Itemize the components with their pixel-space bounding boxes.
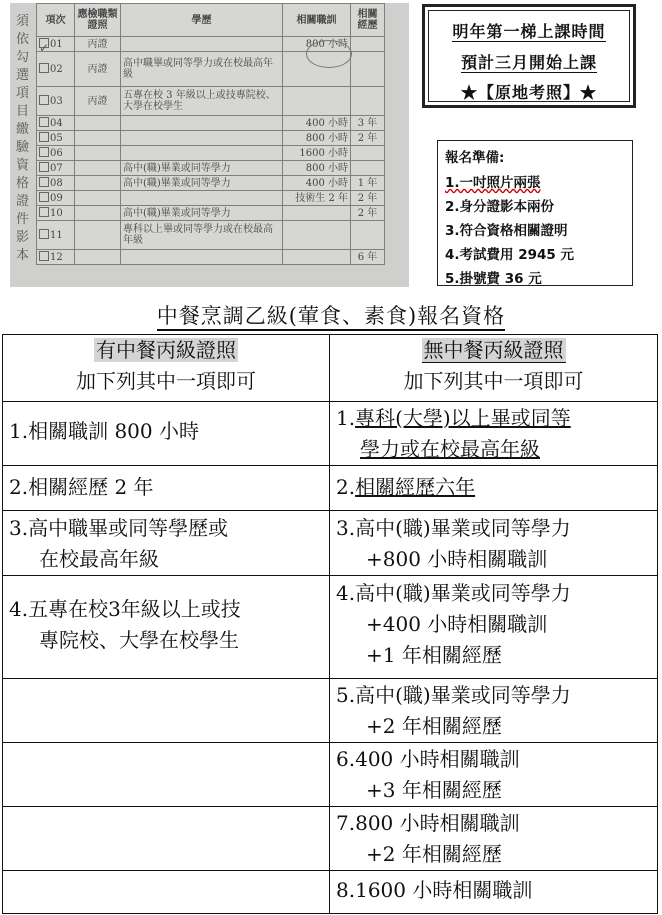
checkbox-icon xyxy=(39,63,49,73)
form-cell-cert xyxy=(75,221,121,250)
form-cell-edu: 五專在校 3 年級以上或技專院校、大學在校學生 xyxy=(121,87,283,116)
form-cell-cert xyxy=(75,176,121,191)
without-cert-item xyxy=(330,576,658,679)
prep-item: 5.掛號費 36 元 xyxy=(445,271,542,287)
form-cell-exp xyxy=(351,52,385,87)
checkbox-icon xyxy=(39,229,49,239)
form-cell-edu xyxy=(121,37,283,52)
with-cert-subheading: 加下列其中一項即可 xyxy=(76,369,256,393)
form-cell-train: 400 小時 xyxy=(283,116,351,131)
form-row-no: 01 xyxy=(50,39,63,50)
form-cell-train: 400 小時 xyxy=(283,176,351,191)
form-header-edu: 學歷 xyxy=(121,4,283,37)
without-cert-subheading: 加下列其中一項即可 xyxy=(403,369,584,393)
form-cell-edu xyxy=(121,116,283,131)
with-cert-item-body xyxy=(3,576,329,656)
without-cert-item-body xyxy=(330,402,657,465)
checkbox-icon xyxy=(39,162,49,172)
checkbox-icon xyxy=(39,132,49,142)
form-header-train: 相關職訓 xyxy=(283,4,351,37)
without-cert-item xyxy=(330,679,658,743)
eligibility-header-row xyxy=(3,335,658,402)
form-header-cert: 應檢職類證照 xyxy=(75,4,121,37)
item-number: 8. xyxy=(336,878,356,902)
side-char: 影 xyxy=(16,230,30,245)
eligibility-row xyxy=(3,576,658,679)
form-cell-cert xyxy=(75,146,121,161)
item-line-1: 4.五專在校3年級以上或技 xyxy=(9,597,241,621)
form-cell-exp: 2 年 xyxy=(351,206,385,221)
item-line-2: +3 年相關經歷 xyxy=(366,778,502,802)
with-cert-item xyxy=(3,402,330,466)
form-cell-train xyxy=(283,206,351,221)
form-cell-exp: 1 年 xyxy=(351,176,385,191)
with-cert-empty xyxy=(3,679,330,743)
without-cert-item xyxy=(330,466,658,511)
with-cert-heading: 有中餐丙級證照 xyxy=(96,338,236,362)
prep-title: 報名準備: xyxy=(445,150,505,166)
form-cell-no xyxy=(37,176,75,191)
without-cert-heading: 無中餐丙級證照 xyxy=(423,338,564,362)
form-row xyxy=(37,146,385,161)
prep-item: 4.考試費用 2945 元 xyxy=(445,247,574,263)
item-number: 4. xyxy=(336,581,356,605)
form-header-row xyxy=(37,4,385,37)
form-row-no: 07 xyxy=(50,163,63,174)
eligibility-row xyxy=(3,511,658,576)
eligibility-row xyxy=(3,679,658,743)
form-cell-edu xyxy=(121,191,283,206)
item-line-2: +800 小時相關職訓 xyxy=(366,547,548,571)
form-row xyxy=(37,206,385,221)
eligibility-row xyxy=(3,871,658,914)
form-cell-no xyxy=(37,131,75,146)
eligibility-row xyxy=(3,743,658,807)
form-cell-train: 800 小時 xyxy=(283,161,351,176)
form-cell-edu: 專科以上畢或同等學力或在校最高年級 xyxy=(121,221,283,250)
form-row-no: 12 xyxy=(50,252,63,263)
without-cert-item xyxy=(330,743,658,807)
form-row-no: 05 xyxy=(50,133,63,144)
form-cell-cert xyxy=(75,161,121,176)
form-cell-exp: 2 年 xyxy=(351,131,385,146)
form-cell-no xyxy=(37,146,75,161)
without-cert-item xyxy=(330,807,658,871)
notice-line-3: ★【原地考照】★ xyxy=(460,83,597,102)
with-cert-empty xyxy=(3,743,330,807)
form-cell-cert xyxy=(75,250,121,265)
form-row xyxy=(37,221,385,250)
side-char: 須 xyxy=(16,14,30,29)
with-cert-item xyxy=(3,511,330,576)
item-line-1: 400 小時相關職訓 xyxy=(355,747,520,771)
side-char: 勾 xyxy=(16,50,30,65)
prep-item: 1.一吋照片兩張 xyxy=(445,175,541,191)
form-cell-train xyxy=(283,221,351,250)
item-line-1: 3.高中職畢或同等學歷或 xyxy=(9,516,229,540)
without-cert-item-body xyxy=(330,679,657,742)
with-cert-header xyxy=(3,335,330,402)
prep-item: 3.符合資格相關證明 xyxy=(445,223,568,239)
with-cert-item xyxy=(3,466,330,511)
form-side-label xyxy=(10,3,35,287)
checkbox-icon xyxy=(39,251,49,261)
eligibility-row xyxy=(3,466,658,511)
form-row-no: 11 xyxy=(50,230,63,241)
form-row xyxy=(37,161,385,176)
class-notice-box xyxy=(422,4,636,108)
form-row-no: 08 xyxy=(50,178,63,189)
item-line-1: 相關經歷六年 xyxy=(355,475,476,499)
form-cell-cert: 丙證 xyxy=(75,37,121,52)
prep-item: 2.身分證影本兩份 xyxy=(445,199,555,215)
item-number: 6. xyxy=(336,747,356,771)
eligibility-row xyxy=(3,402,658,466)
side-char: 件 xyxy=(16,212,30,227)
form-cell-cert xyxy=(75,206,121,221)
item-line-1: 1600 小時相關職訓 xyxy=(355,878,533,902)
with-cert-empty xyxy=(3,871,330,914)
form-cell-exp: 6 年 xyxy=(351,250,385,265)
checkbox-icon xyxy=(39,95,49,105)
side-char: 本 xyxy=(16,248,30,263)
eligibility-table xyxy=(2,334,658,914)
without-cert-item xyxy=(330,871,658,914)
form-cell-exp: 2 年 xyxy=(351,191,385,206)
form-cell-edu: 高中(職)畢業或同等學力 xyxy=(121,176,283,191)
notice-line-1 xyxy=(425,19,633,42)
with-cert-item-text: 2.相關經歷 2 年 xyxy=(9,475,154,499)
form-cell-edu: 高中(職)畢業或同等學力 xyxy=(121,161,283,176)
without-cert-item-body xyxy=(330,743,657,806)
eligibility-row xyxy=(3,807,658,871)
item-number: 1. xyxy=(336,406,356,430)
form-row xyxy=(37,87,385,116)
side-char: 項 xyxy=(16,86,30,101)
without-cert-item-body xyxy=(330,871,657,906)
with-cert-item-text: 1.相關職訓 800 小時 xyxy=(9,419,199,443)
form-cell-edu: 高中(職)畢業或同等學力 xyxy=(121,206,283,221)
registration-prep-box xyxy=(437,140,633,286)
form-cell-no xyxy=(37,221,75,250)
item-line-1: 專科(大學)以上畢或同等 xyxy=(355,406,571,430)
handwritten-circle xyxy=(306,40,352,68)
form-row xyxy=(37,176,385,191)
side-char: 繳 xyxy=(16,122,30,137)
form-row-no: 03 xyxy=(50,96,63,107)
form-row xyxy=(37,250,385,265)
item-number: 3. xyxy=(336,516,356,540)
form-header-exp: 相關經歷 xyxy=(351,4,385,37)
form-cell-exp: 3 年 xyxy=(351,116,385,131)
form-cell-exp xyxy=(351,221,385,250)
checkbox-icon xyxy=(39,192,49,202)
form-photo xyxy=(10,3,409,287)
form-cell-exp xyxy=(351,87,385,116)
form-row xyxy=(37,116,385,131)
form-header-no: 項次 xyxy=(37,4,75,37)
form-row-no: 04 xyxy=(50,118,63,129)
form-cell-no xyxy=(37,191,75,206)
checkbox-icon xyxy=(39,147,49,157)
form-row xyxy=(37,191,385,206)
notice-text-2: 預計三月開始上課 xyxy=(460,53,597,72)
checkmark-icon: ✓ xyxy=(39,41,50,55)
form-cell-no xyxy=(37,116,75,131)
with-cert-item-body xyxy=(3,511,329,575)
form-row-no: 09 xyxy=(50,193,63,204)
checkbox-icon xyxy=(39,207,49,217)
side-char: 依 xyxy=(16,32,30,47)
side-char: 證 xyxy=(16,194,30,209)
form-cell-no xyxy=(37,250,75,265)
side-char: 資 xyxy=(16,158,30,173)
item-line-3: +1 年相關經歷 xyxy=(366,643,502,667)
form-cell-cert xyxy=(75,191,121,206)
item-line-2: 學力或在校最高年級 xyxy=(360,437,540,461)
without-cert-item-body xyxy=(330,576,657,671)
form-cell-exp xyxy=(351,161,385,176)
with-cert-item xyxy=(3,576,330,679)
without-cert-item-body xyxy=(330,466,657,503)
form-cell-no xyxy=(37,161,75,176)
form-cell-train: 技術生 2 年 xyxy=(283,191,351,206)
without-cert-item-body xyxy=(330,807,657,870)
notice-line-2 xyxy=(425,50,633,73)
notice-text-1: 明年第一梯上課時間 xyxy=(452,22,606,41)
form-row xyxy=(37,131,385,146)
page-title-text: 中餐烹調乙級(葷食、素食)報名資格 xyxy=(157,304,505,331)
side-char: 格 xyxy=(16,176,30,191)
item-line-2: 專院校、大學在校學生 xyxy=(39,628,239,652)
form-row-no: 06 xyxy=(50,148,63,159)
item-line-1: 高中(職)畢業或同等學力 xyxy=(355,683,571,707)
item-line-1: 高中(職)畢業或同等學力 xyxy=(355,581,571,605)
side-char: 選 xyxy=(16,68,30,83)
form-cell-exp xyxy=(351,37,385,52)
form-cell-edu: 高中職畢或同等學力或在校最高年級 xyxy=(121,52,283,87)
form-row-no: 02 xyxy=(50,64,63,75)
form-cell-train: 1600 小時 xyxy=(283,146,351,161)
form-cell-edu xyxy=(121,250,283,265)
form-cell-train xyxy=(283,87,351,116)
without-cert-item-body xyxy=(330,511,657,575)
form-cell-cert: 丙證 xyxy=(75,87,121,116)
with-cert-empty xyxy=(3,807,330,871)
checkbox-icon xyxy=(39,117,49,127)
form-row-no: 10 xyxy=(50,208,63,219)
without-cert-header xyxy=(330,335,658,402)
item-number: 7. xyxy=(336,811,356,835)
item-number: 5. xyxy=(336,683,356,707)
without-cert-item xyxy=(330,511,658,576)
item-line-2: +400 小時相關職訓 xyxy=(366,612,548,636)
side-char: 目 xyxy=(16,104,30,119)
form-cell-train: 800 小時 xyxy=(283,37,351,52)
item-number: 2. xyxy=(336,475,356,499)
form-cell-edu xyxy=(121,131,283,146)
side-char: 驗 xyxy=(16,140,30,155)
item-line-1: 800 小時相關職訓 xyxy=(355,811,520,835)
item-line-1: 高中(職)畢業或同等學力 xyxy=(355,516,571,540)
form-cell-cert xyxy=(75,131,121,146)
form-cell-edu xyxy=(121,146,283,161)
checkbox-icon xyxy=(39,177,49,187)
item-line-2: +2 年相關經歷 xyxy=(366,714,502,738)
form-cell-no xyxy=(37,52,75,87)
form-cell-cert xyxy=(75,116,121,131)
without-cert-item xyxy=(330,402,658,466)
page-title xyxy=(0,300,662,330)
form-cell-exp xyxy=(351,146,385,161)
form-cell-no xyxy=(37,206,75,221)
form-cell-no xyxy=(37,87,75,116)
form-cell-cert: 丙證 xyxy=(75,52,121,87)
form-cell-train: 800 小時 xyxy=(283,131,351,146)
item-line-2: +2 年相關經歷 xyxy=(366,842,502,866)
item-line-2: 在校最高年級 xyxy=(39,547,159,571)
form-cell-train xyxy=(283,250,351,265)
